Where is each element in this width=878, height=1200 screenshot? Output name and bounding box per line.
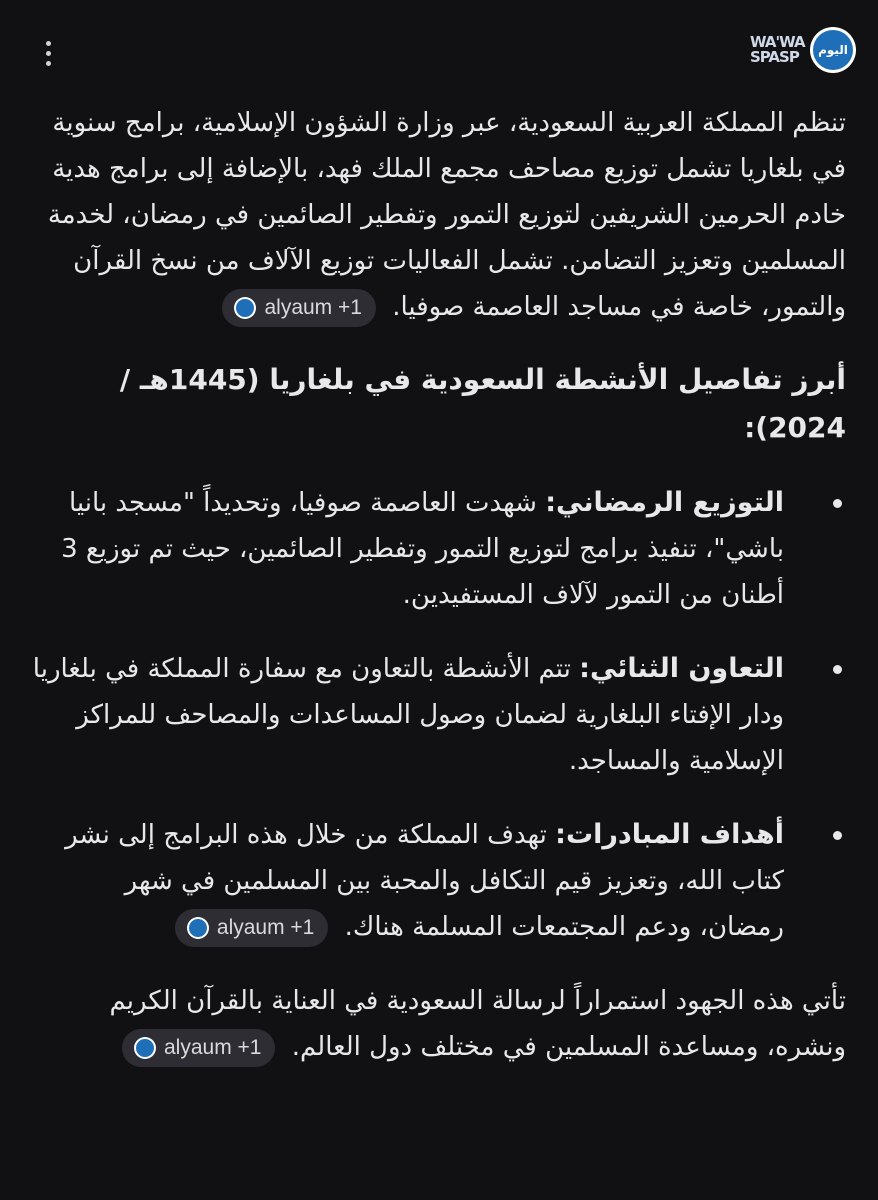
list-item-text: شهدت العاصمة صوفيا، وتحديداً "مسجد بانيا باشي"، تنفيذ برامج لتوزيع التمور وتفطير الصائمين، حيث تم توزيع 3 أطنان من التمور لآلاف المستفيدين. <box>61 488 784 610</box>
intro-paragraph <box>32 100 846 330</box>
details-list <box>32 480 846 950</box>
alyaum-source-icon <box>187 917 209 939</box>
list-item <box>32 480 846 618</box>
alyaum-source-icon <box>234 297 256 319</box>
menu-dot <box>46 61 51 66</box>
closing-paragraph <box>32 978 846 1070</box>
section-heading: أبرز تفاصيل الأنشطة السعودية في بلغاريا (1445هـ / 2024): <box>119 363 846 444</box>
list-item <box>32 646 846 784</box>
top-bar <box>0 0 878 100</box>
spa-logo-text <box>750 30 806 70</box>
source-chip-label: alyaum +1 <box>216 915 315 939</box>
source-chip-label: alyaum +1 <box>264 295 362 319</box>
bullet-icon <box>833 665 842 674</box>
more-options-icon[interactable] <box>30 30 66 76</box>
spa-logo-line1: WA'WA <box>750 33 805 51</box>
closing-text: تأتي هذه الجهود استمراراً لرسالة السعودية في العناية بالقرآن الكريم ونشره، ومساعدة المسلمين في مختلف دول العالم. <box>109 986 846 1062</box>
alyaum-badge <box>810 27 856 73</box>
list-item-text: تهدف المملكة من خلال هذه البرامج إلى نشر كتاب الله، وتعزيز قيم التكافل والمحبة بين المسلمين في شهر رمضان، ودعم المجتمعات المسلمة هناك. <box>65 820 784 942</box>
source-chip[interactable] <box>122 1029 275 1067</box>
list-item-title: التعاون الثنائي: <box>579 653 784 684</box>
spa-logo-line2: SPASP <box>750 48 799 66</box>
intro-text: تنظم المملكة العربية السعودية، عبر وزارة الشؤون الإسلامية، برامج سنوية في بلغاريا تشمل توزيع مصاحف مجمع الملك فهد، بالإضافة إلى برامج هدية خادم الحرمين الشريفين لتوزيع التمور وتفطير الصائمين في رمضان، لخدمة المسلمين وتعزيز التضامن. تشمل الفعاليات توزيع الآلاف من نسخ القرآن والتمور، خاصة في مساجد العاصمة صوفيا. <box>47 108 846 322</box>
source-chip[interactable] <box>175 909 328 947</box>
menu-dot <box>46 41 51 46</box>
spa-alyaum-logo[interactable] <box>750 26 856 74</box>
list-item <box>32 812 846 950</box>
source-chip-label: alyaum +1 <box>163 1035 262 1059</box>
bullet-icon <box>833 831 842 840</box>
list-item-title: التوزيع الرمضاني: <box>545 487 784 518</box>
answer-content <box>32 100 846 1070</box>
menu-dot <box>46 51 51 56</box>
bullet-icon <box>833 499 842 508</box>
alyaum-badge-text: اليوم <box>813 30 853 70</box>
list-item-title: أهداف المبادرات: <box>555 819 784 850</box>
source-chip[interactable] <box>222 289 375 327</box>
list-item-text: تتم الأنشطة بالتعاون مع سفارة المملكة في بلغاريا ودار الإفتاء البلغارية لضمان وصول المساعدات والمصاحف للمراكز الإسلامية والمساجد. <box>32 654 784 776</box>
alyaum-source-icon <box>134 1037 156 1059</box>
